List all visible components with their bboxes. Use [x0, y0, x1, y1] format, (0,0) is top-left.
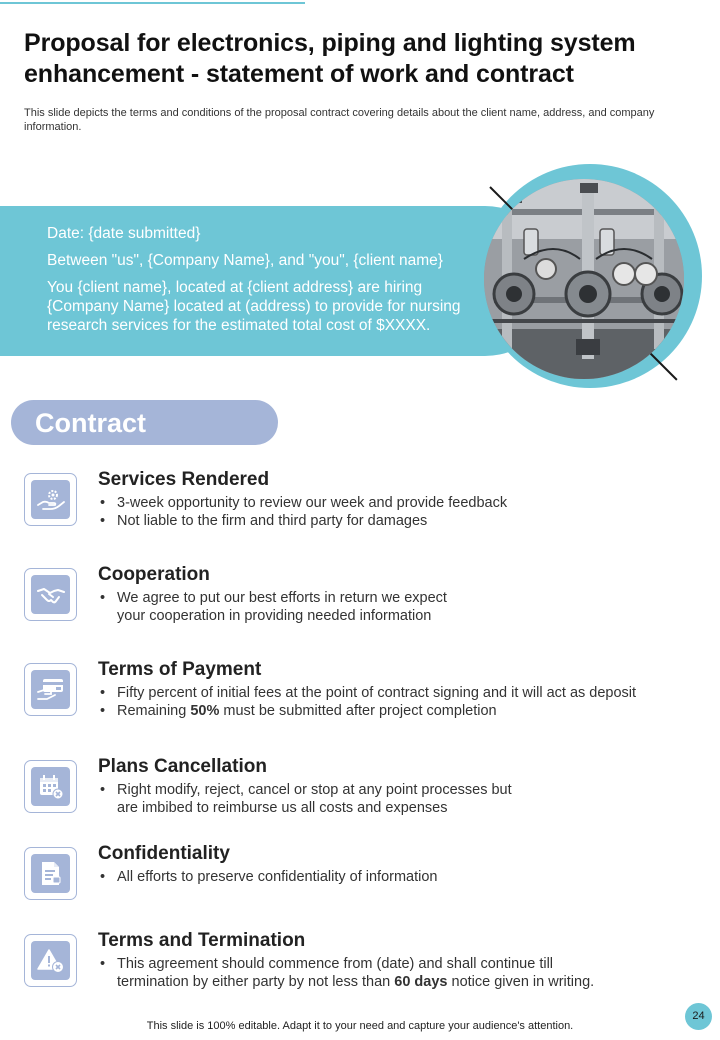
bullet: • This agreement should commence from (date) and shall continue till termination by either party by not less than 60 days notice given in writing. — [98, 955, 618, 991]
bullet: • Right modify, reject, cancel or stop at any point processes but are imbibed to reimburse us all costs and expenses — [98, 781, 518, 817]
confidential-document-icon — [31, 854, 70, 893]
icon-frame — [24, 847, 77, 900]
contract-heading: Contract — [35, 408, 147, 438]
item-title: Plans Cancellation — [98, 756, 267, 777]
icon-frame — [24, 473, 77, 526]
item-title: Services Rendered — [98, 469, 270, 490]
bullet: • Not liable to the firm and third party for damages — [98, 512, 678, 530]
icon-frame — [24, 934, 77, 987]
warning-cancel-icon — [31, 941, 70, 980]
handshake-icon — [31, 575, 70, 614]
intro-body: You {client name}, located at {client address} are hiring {Company Name} located at (address) to provide for nursing research services for the estimated total cost of $XXXX. — [47, 279, 461, 334]
item-bullets — [98, 955, 618, 991]
hand-gear-icon — [31, 480, 70, 519]
icon-frame — [24, 760, 77, 813]
bullet: • 3-week opportunity to review our week and provide feedback — [98, 494, 678, 512]
page-number-badge: 24 — [685, 1003, 712, 1030]
top-accent-rule — [0, 2, 305, 4]
item-bullets — [98, 868, 678, 886]
item-title: Cooperation — [98, 564, 210, 585]
icon-frame — [24, 663, 77, 716]
item-bullets — [98, 589, 458, 625]
item-bullets — [98, 684, 678, 720]
item-bullets — [98, 781, 518, 817]
item-title: Terms of Payment — [98, 659, 262, 680]
item-title: Confidentiality — [98, 843, 230, 864]
payment-card-icon — [31, 670, 70, 709]
intro-parties: Between "us", {Company Name}, and "you", {client name} — [47, 252, 443, 269]
item-bullets — [98, 494, 678, 530]
industrial-piping-photo — [484, 179, 684, 379]
item-title: Terms and Termination — [98, 930, 306, 951]
footer-note: This slide is 100% editable. Adapt it to your need and capture your audience's attention. — [146, 1020, 574, 1032]
page-subtitle: This slide depicts the terms and conditions of the proposal contract covering details about the client name, address, and company information. — [24, 107, 655, 133]
bullet: • Remaining 50% must be submitted after project completion — [98, 702, 678, 720]
intro-text — [47, 224, 477, 335]
bullet: • All efforts to preserve confidentiality of information — [98, 868, 678, 886]
icon-frame — [24, 568, 77, 621]
intro-date: Date: {date submitted} — [47, 225, 201, 242]
bullet: • We agree to put our best efforts in return we expect your cooperation in providing needed information — [98, 589, 458, 625]
bullet: • Fifty percent of initial fees at the point of contract signing and it will act as deposit — [98, 684, 678, 702]
calendar-cancel-icon — [31, 767, 70, 806]
page-title: Proposal for electronics, piping and lighting system enhancement - statement of work and contract — [24, 29, 636, 88]
